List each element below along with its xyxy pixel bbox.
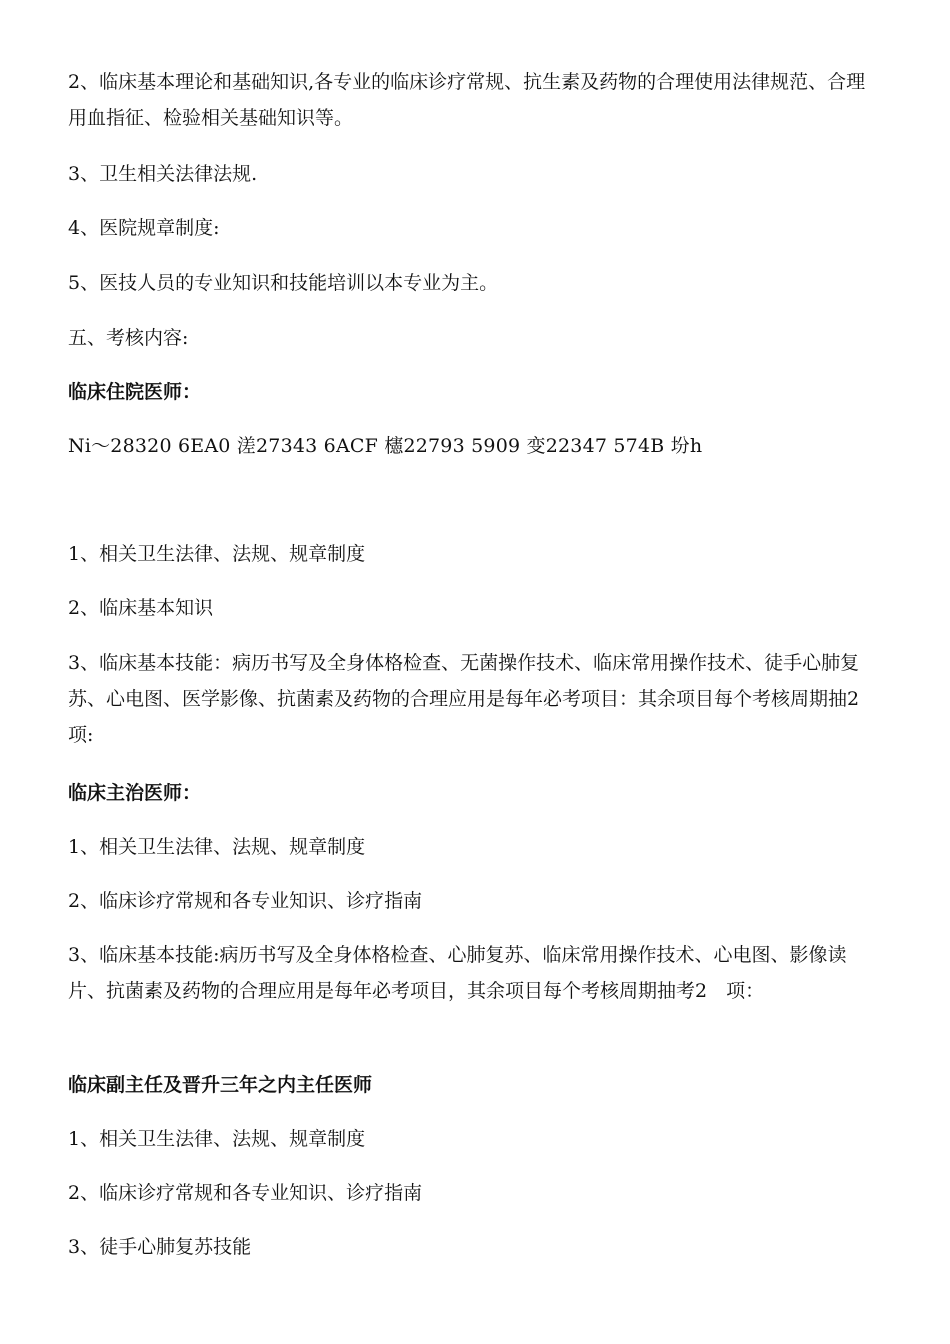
- associate-item-1: 1、相关卫生法律、法规、规章制度: [68, 1128, 366, 1150]
- attending-item-1: 1、相关卫生法律、法规、规章制度: [68, 836, 366, 858]
- heading-associate-chief-physician: 临床副主任及晋升三年之内主任医师: [68, 1074, 373, 1096]
- paragraph-basic-theory: 2、临床基本理论和基础知识,各专业的临床诊疗常规、抗生素及药物的合理使用法律规范、合理用血指征、检验相关基础知识等。: [68, 71, 866, 129]
- paragraph-health-laws: 3、卫生相关法律法规.: [68, 163, 258, 185]
- attending-item-2: 2、临床诊疗常规和各专业知识、诊疗指南: [68, 890, 423, 912]
- resident-item-1: 1、相关卫生法律、法规、规章制度: [68, 543, 366, 565]
- paragraph-technician-training: 5、医技人员的专业知识和技能培训以本专业为主。: [68, 272, 499, 294]
- paragraph-hospital-rules: 4、医院规章制度:: [68, 217, 220, 239]
- associate-item-3: 3、徒手心肺复苏技能: [68, 1236, 252, 1258]
- associate-item-2: 2、临床诊疗常规和各专业知识、诊疗指南: [68, 1182, 423, 1204]
- attending-item-3: 3、临床基本技能:病历书写及全身体格检查、心肺复苏、临床常用操作技术、心电图、影像读片、抗菌素及药物的合理应用是每年必考项目，其余项目每个考核周期抽考2 项：: [68, 944, 847, 1002]
- heading-resident-physician: 临床住院医师：: [68, 381, 202, 403]
- resident-item-2: 2、临床基本知识: [68, 597, 214, 619]
- resident-item-3: 3、临床基本技能：病历书写及全身体格检查、无菌操作技术、临床常用操作技术、徒手心肺复苏、心电图、医学影像、抗菌素及药物的合理应用是每年必考项目：其余项目每个考核周期抽2 项:: [68, 652, 879, 746]
- section-heading-assessment: 五、考核内容:: [68, 327, 189, 349]
- heading-attending-physician: 临床主治医师：: [68, 782, 202, 804]
- garbled-text-line: Ni～28320 6EA0 溠27343 6ACF 櫶22793 5909 变22347 574B 坋h: [68, 435, 703, 457]
